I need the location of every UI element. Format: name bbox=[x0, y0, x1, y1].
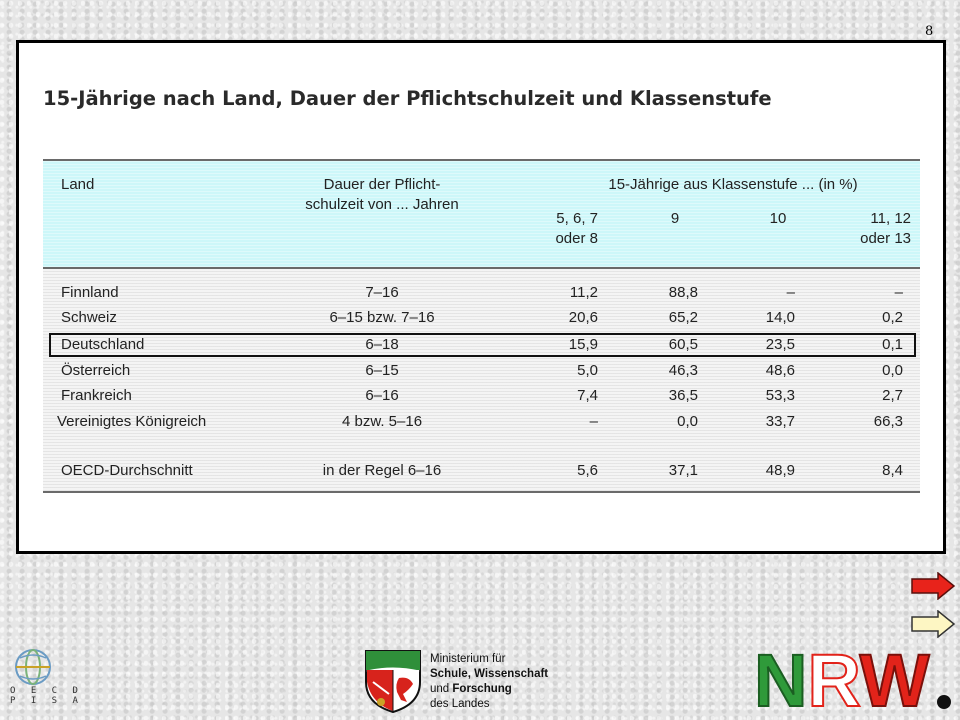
ministry-line4: des Landes bbox=[430, 698, 490, 710]
row-oesterreich-k111213: 0,0 bbox=[882, 362, 903, 379]
row-oecd-k5678: 5,6 bbox=[577, 462, 598, 479]
row-uk-k111213: 66,3 bbox=[873, 413, 903, 430]
row-schweiz-land: Schweiz bbox=[61, 309, 117, 326]
row-frankreich-dauer: 6–16 bbox=[365, 387, 399, 404]
nrw-logo-letters bbox=[754, 640, 930, 714]
row-oesterreich-k9: 46,3 bbox=[668, 362, 698, 379]
nrw-letter-r: R bbox=[807, 640, 860, 714]
header-k9: 9 bbox=[670, 210, 680, 227]
ministry-line2: Schule, Wissenschaft bbox=[430, 668, 549, 680]
row-deutschland-k111213: 0,1 bbox=[882, 336, 903, 353]
header-k111213-line2: oder 13 bbox=[860, 230, 911, 247]
nrw-letter-n: N bbox=[754, 640, 808, 714]
header-k10: 10 bbox=[769, 210, 787, 227]
row-finnland-k9: 88,8 bbox=[668, 284, 698, 301]
header-dauer-line1: Dauer der Pflicht- bbox=[323, 176, 441, 193]
header-k5678-line1: 5, 6, 7 bbox=[556, 210, 598, 227]
data-table bbox=[43, 159, 920, 493]
row-oecd-k10: 48,9 bbox=[765, 462, 795, 479]
row-frankreich-k9: 36,5 bbox=[668, 387, 698, 404]
next-slide-arrow-icon[interactable] bbox=[910, 572, 956, 600]
row-oesterreich-dauer: 6–15 bbox=[365, 362, 399, 379]
row-uk-k10: 33,7 bbox=[765, 413, 795, 430]
nrw-logo bbox=[752, 640, 952, 718]
row-deutschland-land: Deutschland bbox=[61, 336, 145, 353]
row-oecd-k111213: 8,4 bbox=[882, 462, 903, 479]
nrw-logo-dot bbox=[937, 695, 951, 709]
row-oesterreich-k5678: 5,0 bbox=[577, 362, 598, 379]
row-finnland-k10: – bbox=[786, 284, 795, 301]
row-frankreich-k111213: 2,7 bbox=[882, 387, 903, 404]
row-schweiz-k111213: 0,2 bbox=[882, 309, 903, 326]
row-oesterreich-land: Österreich bbox=[61, 362, 131, 379]
row-finnland-k5678: 11,2 bbox=[569, 284, 598, 301]
row-frankreich-k10: 53,3 bbox=[765, 387, 795, 404]
ministry-line3-b: Forschung bbox=[452, 683, 512, 695]
header-k5678-line2: oder 8 bbox=[555, 230, 598, 247]
oecd-pisa-text bbox=[10, 686, 83, 706]
header-group: 15-Jährige aus Klassenstufe ... (in %) bbox=[608, 176, 858, 193]
page-number: 8 bbox=[925, 24, 934, 39]
row-schweiz-dauer: 6–15 bzw. 7–16 bbox=[329, 309, 435, 326]
row-uk-k5678: – bbox=[589, 413, 598, 430]
pisa-line: P I S A bbox=[10, 696, 83, 706]
previous-slide-arrow-icon[interactable] bbox=[910, 610, 956, 638]
nrw-logo-graphic bbox=[752, 640, 952, 714]
row-frankreich-land: Frankreich bbox=[61, 387, 132, 404]
ministry-line3 bbox=[430, 682, 548, 697]
row-oesterreich-k10: 48,6 bbox=[765, 362, 795, 379]
row-uk-k9: 0,0 bbox=[677, 413, 698, 430]
ministry-line1: Ministerium für bbox=[430, 653, 506, 665]
row-deutschland-dauer: 6–18 bbox=[365, 336, 399, 353]
row-deutschland-k5678: 15,9 bbox=[568, 336, 598, 353]
oecd-pisa-logo bbox=[12, 648, 54, 690]
row-deutschland-k9: 60,5 bbox=[668, 336, 698, 353]
globe-icon bbox=[12, 648, 54, 686]
table-body bbox=[43, 269, 920, 493]
row-schweiz-k10: 14,0 bbox=[765, 309, 795, 326]
row-oecd-k9: 37,1 bbox=[668, 462, 698, 479]
nrw-coat-of-arms bbox=[363, 648, 423, 718]
row-uk-land: Vereinigtes Königreich bbox=[57, 413, 207, 430]
oecd-line: O E C D bbox=[10, 686, 83, 696]
row-oecd-land: OECD-Durchschnitt bbox=[61, 462, 193, 479]
row-oecd-dauer: in der Regel 6–16 bbox=[322, 462, 442, 479]
nrw-letter-w: W bbox=[859, 640, 930, 714]
ministry-line3-a: und bbox=[430, 683, 453, 695]
row-deutschland-k10: 23,5 bbox=[765, 336, 795, 353]
slide-title: 15-Jährige nach Land, Dauer der Pflichtschulzeit und Klassenstufe bbox=[43, 87, 772, 110]
coat-of-arms-icon bbox=[363, 648, 423, 714]
row-finnland-dauer: 7–16 bbox=[365, 284, 399, 301]
header-land: Land bbox=[61, 176, 95, 193]
row-finnland-k111213: – bbox=[894, 284, 903, 301]
ministry-label bbox=[430, 652, 548, 712]
row-finnland-land: Finnland bbox=[61, 284, 119, 301]
row-schweiz-k9: 65,2 bbox=[668, 309, 698, 326]
header-k111213-line1: 11, 12 bbox=[870, 210, 911, 227]
table-header bbox=[43, 159, 920, 269]
row-uk-dauer: 4 bzw. 5–16 bbox=[341, 413, 423, 430]
row-frankreich-k5678: 7,4 bbox=[577, 387, 598, 404]
header-dauer-line2: schulzeit von ... Jahren bbox=[305, 196, 459, 213]
slide-content bbox=[16, 40, 946, 554]
row-schweiz-k5678: 20,6 bbox=[568, 309, 598, 326]
